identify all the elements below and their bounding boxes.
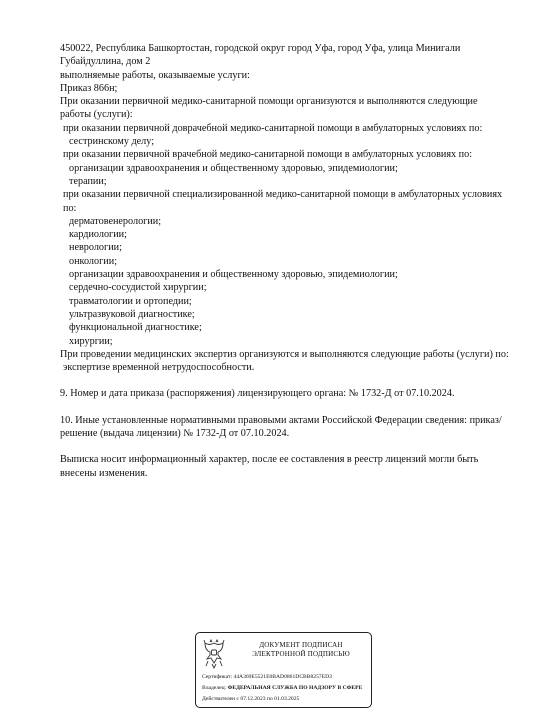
predoctor-care-header: при оказании первичной доврачебной медико-санитарной помощи в амбулаторных условиях по: [63, 122, 483, 134]
doctor-care-header: при оказании первичной врачебной медико-санитарной помощи в амбулаторных условиях по: [63, 149, 473, 161]
list-item: хирургии; [69, 335, 113, 347]
order-text: Приказ 866н; [60, 82, 118, 94]
specialized-care-header: при оказании первичной специализированной медико-санитарной помощи в амбулаторных условиях по: [63, 189, 505, 214]
stamp-title: ДОКУМЕНТ ПОДПИСАН ЭЛЕКТРОННОЙ ПОДПИСЬЮ [252, 641, 350, 658]
list-item: сестринскому делу; [69, 136, 155, 148]
primary-care-intro: При оказании первичной медико-санитарной помощи организуются и выполняются следующие работы (услуги): [60, 96, 481, 121]
section-10: 10. Иные установленные нормативными правовыми актами Российской Федерации сведения: приказ/решение (выдача лицензии) № 1732-Д от 07.10.2024. [60, 414, 502, 440]
list-item: функциональной диагностике; [69, 322, 202, 334]
list-item: онкологии; [69, 255, 118, 267]
e-signature-stamp [195, 632, 372, 708]
list-item: неврологии; [69, 242, 122, 254]
list-item: дерматовенерологии; [69, 215, 162, 227]
owner-line: Владелец: ФЕДЕРАЛЬНАЯ СЛУЖБА ПО НАДЗОРУ В СФЕРЕ [202, 685, 363, 691]
list-item: организации здравоохранения и общественному здоровью, эпидемиологии; [69, 162, 398, 174]
disclaimer-note: Выписка носит информационный характер, после ее составления в реестр лицензий могли быть внесены изменения. [60, 454, 481, 479]
list-item: травматологии и ортопедии; [69, 295, 192, 307]
list-item: терапии; [69, 175, 107, 187]
coat-of-arms-icon [202, 639, 226, 669]
list-item: экспертизе временной нетрудоспособности. [63, 362, 255, 374]
works-header: выполняемые работы, оказываемые услуги: [60, 69, 250, 81]
validity-line: Действителен с 07.12.2023 по 01.03.2025 [202, 696, 300, 702]
expertise-intro: При проведении медицинских экспертиз организуются и выполняются следующие работы (услуги) по: [60, 348, 509, 360]
address-text: 450022, Республика Башкортостан, городской округ город Уфа, город Уфа, улица Минигали Губайдуллина, дом 2 [60, 43, 463, 68]
section-9: 9. Номер и дата приказа (распоряжения) лицензирующего органа: № 1732-Д от 07.10.2024. [60, 388, 455, 400]
certificate-line: Сертификат: 44A369E5521E0BAD0861DCBB8257ED3 [202, 674, 332, 680]
list-item: организации здравоохранения и общественному здоровью, эпидемиологии; [69, 269, 398, 281]
list-item: сердечно-сосудистой хирургии; [69, 282, 207, 294]
list-item: кардиологии; [69, 229, 127, 241]
list-item: ультразвуковой диагностике; [69, 308, 195, 320]
document-body [60, 42, 510, 480]
